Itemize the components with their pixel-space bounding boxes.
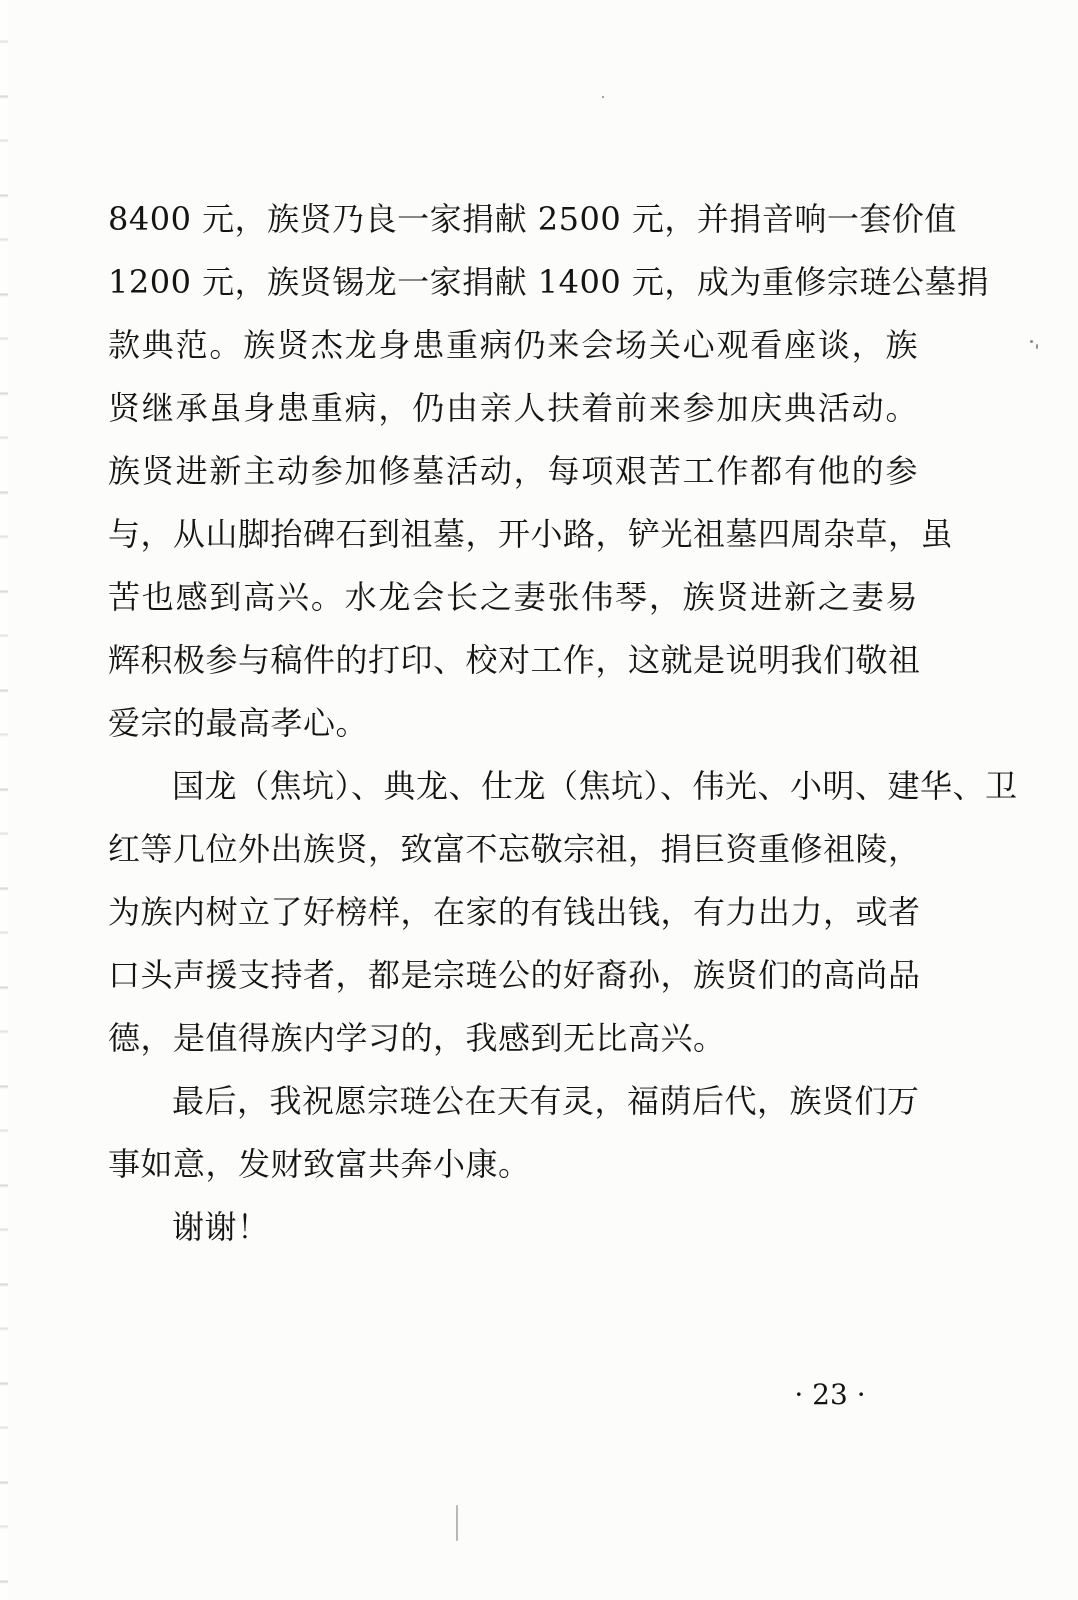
text-line: 德，是值得族内学习的，我感到无比高兴。 <box>108 1019 726 1057</box>
text-line: 口头声援支持者，都是宗琏公的好裔孙，族贤们的高尚品 <box>108 956 921 994</box>
text-line: 族贤进新主动参加修墓活动，每项艰苦工作都有他的参 <box>108 452 918 490</box>
text-line: 苦也感到高兴。水龙会长之妻张伟琴，族贤进新之妻易 <box>108 578 918 616</box>
text-line: 辉积极参与稿件的打印、校对工作，这就是说明我们敬祖 <box>108 641 921 679</box>
text-line: 国龙（焦坑）、典龙、仕龙（焦坑）、伟光、小明、建华、卫 <box>172 767 1018 805</box>
text-line: 1200 元，族贤锡龙一家捐献 1400 元，成为重修宗琏公墓捐 <box>108 263 990 301</box>
scan-dust-mark <box>456 1505 458 1541</box>
scan-left-edge <box>0 0 8 1600</box>
text-line: 与，从山脚抬碑石到祖墓，开小路，铲光祖墓四周杂草，虽 <box>108 515 954 553</box>
text-line: 谢谢！ <box>172 1208 270 1246</box>
text-line: 最后，我祝愿宗琏公在天有灵，福荫后代，族贤们万 <box>172 1082 920 1120</box>
text-line: 事如意，发财致富共奔小康。 <box>108 1145 531 1183</box>
text-line: 贤继承虽身患重病，仍由亲人扶着前来参加庆典活动。 <box>108 389 918 427</box>
text-line: 为族内树立了好榜样，在家的有钱出钱，有力出力，或者 <box>108 893 921 931</box>
text-line: 红等几位外出族贤，致富不忘敬宗祖，捐巨资重修祖陵， <box>108 830 921 868</box>
scan-dust-mark <box>1030 340 1033 343</box>
body-text <box>108 188 1018 1259</box>
page-number: · 23 · <box>794 1378 866 1411</box>
text-line: 款典范。族贤杰龙身患重病仍来会场关心观看座谈，族 <box>108 326 918 364</box>
scan-dust-mark <box>1036 344 1038 349</box>
text-line: 8400 元，族贤乃良一家捐献 2500 元，并捐音响一套价值 <box>108 200 957 238</box>
text-line: 爱宗的最高孝心。 <box>108 704 369 742</box>
scan-dust-mark <box>602 96 604 98</box>
